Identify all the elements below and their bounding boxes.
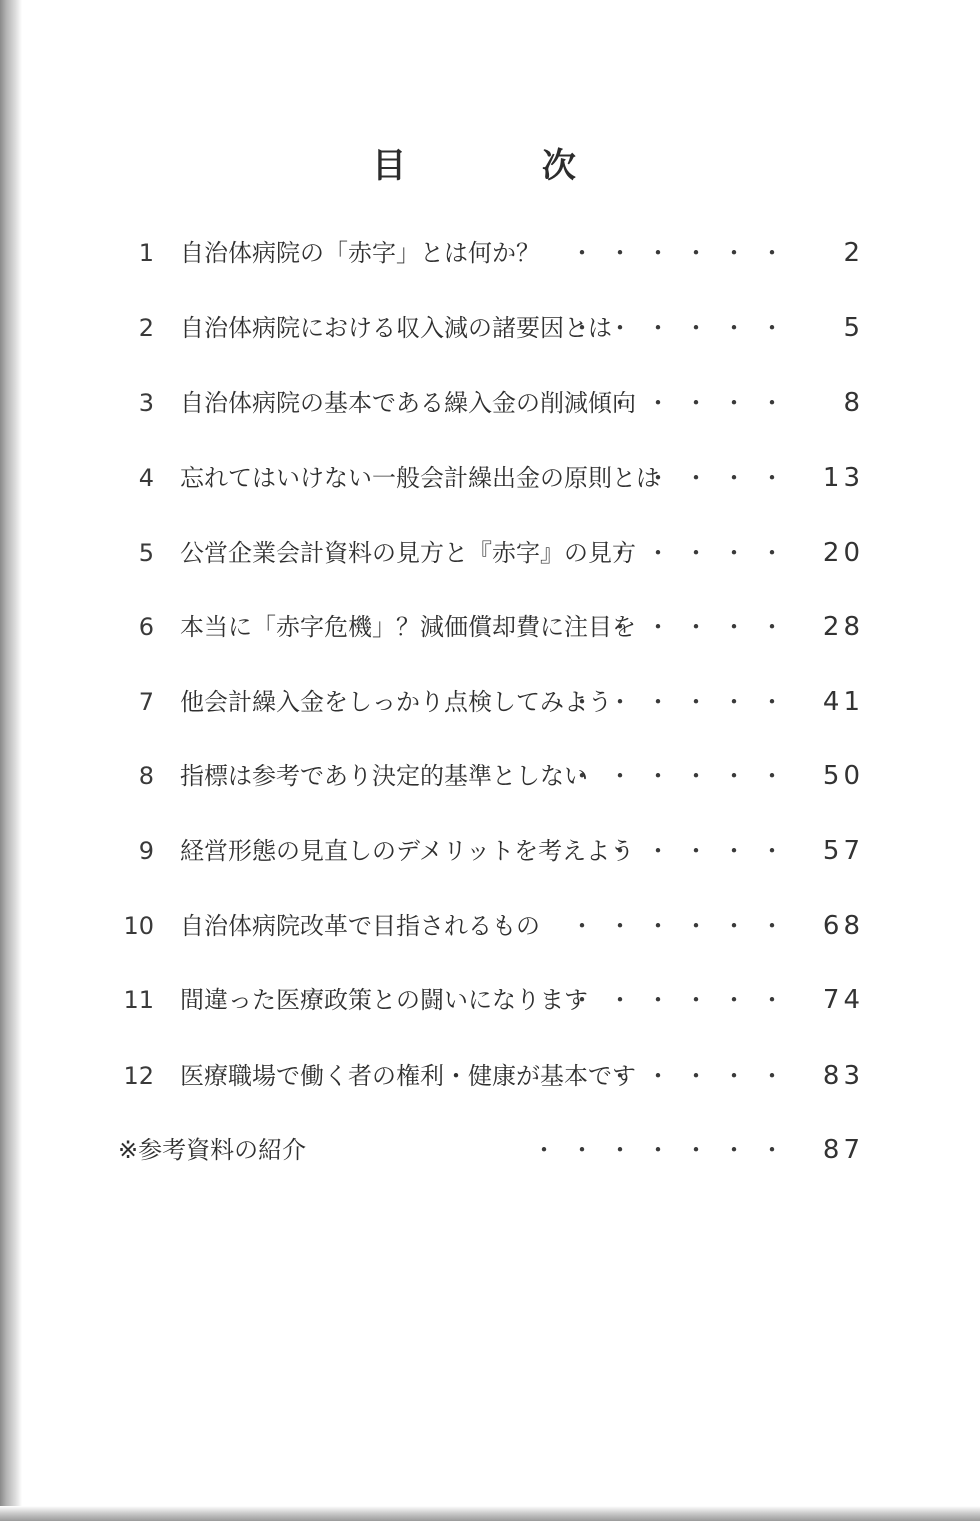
toc-page-number: 68 bbox=[822, 911, 864, 941]
toc-entry-8[interactable] bbox=[0, 756, 980, 796]
toc-page-number: 83 bbox=[822, 1061, 864, 1091]
toc-entry-title: 医療職場で働く者の権利・健康が基本です bbox=[180, 1062, 636, 1090]
toc-entry-title: 他会計繰入金をしっかり点検してみよう bbox=[180, 688, 612, 716]
toc-entry-number: 3 bbox=[138, 389, 154, 417]
toc-leader-dots: ・・・・・・ bbox=[570, 912, 798, 940]
toc-entry-title: 自治体病院における収入減の諸要因とは bbox=[180, 314, 612, 342]
toc-entry-title: 本当に「赤字危機」？減価償却費に注目を bbox=[180, 613, 636, 641]
toc-page-number: 20 bbox=[822, 538, 864, 568]
page-title: 目 次 bbox=[372, 146, 638, 186]
toc-entry-title: 自治体病院の基本である繰入金の削減傾向 bbox=[180, 389, 636, 417]
toc-leader-dots: ・・・・ bbox=[646, 464, 798, 492]
toc-entry-11[interactable] bbox=[0, 980, 980, 1020]
toc-entry-title: 自治体病院改革で目指されるもの bbox=[180, 912, 540, 940]
toc-page-number: 41 bbox=[822, 687, 864, 717]
toc-page-number: 5 bbox=[843, 313, 864, 343]
toc-entry-title: 指標は参考であり決定的基準としない bbox=[180, 762, 588, 790]
toc-entry-12[interactable] bbox=[0, 1056, 980, 1096]
toc-entry-number: 1 bbox=[138, 239, 154, 267]
toc-entry-title: 間違った医療政策との闘いになります bbox=[180, 986, 588, 1014]
toc-page-number: 87 bbox=[822, 1135, 864, 1165]
toc-leader-dots: ・・・・・ bbox=[608, 613, 798, 641]
toc-page-number: 74 bbox=[822, 985, 864, 1015]
toc-entry-4[interactable] bbox=[0, 458, 980, 498]
toc-entry-number: 11 bbox=[123, 986, 154, 1014]
toc-leader-dots: ・・・・・ bbox=[608, 389, 798, 417]
toc-leader-dots: ・・・・・・ bbox=[570, 688, 798, 716]
toc-leader-dots: ・・・・・・・ bbox=[532, 1136, 798, 1164]
toc-entry-title: 経営形態の見直しのデメリットを考えよう bbox=[180, 837, 635, 865]
toc-entry-5[interactable] bbox=[0, 533, 980, 573]
toc-leader-dots: ・・・・・・ bbox=[570, 986, 798, 1014]
toc-entry-number: 6 bbox=[138, 613, 154, 641]
toc-page-number: 8 bbox=[843, 388, 864, 418]
toc-leader-dots: ・・・・・ bbox=[608, 539, 798, 567]
toc-entry-2[interactable] bbox=[0, 308, 980, 348]
toc-leader-dots: ・・・・・・ bbox=[570, 314, 798, 342]
toc-entry-title: 自治体病院の「赤字」とは何か？ bbox=[180, 239, 540, 267]
toc-entry-number: 7 bbox=[138, 688, 154, 716]
toc-entry-3[interactable] bbox=[0, 383, 980, 423]
toc-entry-1[interactable] bbox=[0, 233, 980, 273]
toc-entry-number: 4 bbox=[138, 464, 154, 492]
toc-page-number: 2 bbox=[843, 238, 864, 268]
toc-entry-6[interactable] bbox=[0, 607, 980, 647]
toc-entry-10[interactable] bbox=[0, 906, 980, 946]
toc-leader-dots: ・・・・・ bbox=[608, 837, 798, 865]
toc-entry-title: ※参考資料の紹介 bbox=[118, 1136, 307, 1164]
toc-leader-dots: ・・・・・・ bbox=[570, 762, 798, 790]
toc-entry-title: 公営企業会計資料の見方と『赤字』の見方 bbox=[180, 539, 636, 567]
toc-entry-reference-materials[interactable] bbox=[0, 1130, 980, 1170]
toc-entry-number: 9 bbox=[138, 837, 154, 865]
toc-entry-7[interactable] bbox=[0, 682, 980, 722]
toc-entry-number: 8 bbox=[138, 762, 154, 790]
toc-page-number: 28 bbox=[822, 612, 864, 642]
toc-entry-number: 10 bbox=[123, 912, 154, 940]
toc-entry-number: 2 bbox=[138, 314, 154, 342]
toc-leader-dots: ・・・・・ bbox=[608, 1062, 798, 1090]
toc-leader-dots: ・・・・・・ bbox=[570, 239, 798, 267]
toc-entry-title: 忘れてはいけない一般会計繰出金の原則とは bbox=[180, 464, 660, 492]
toc-page-number: 57 bbox=[822, 836, 864, 866]
toc-entry-number: 12 bbox=[123, 1062, 154, 1090]
toc-entry-9[interactable] bbox=[0, 831, 980, 871]
toc-entry-number: 5 bbox=[138, 539, 154, 567]
toc-page-number: 50 bbox=[822, 761, 864, 791]
toc-page-number: 13 bbox=[822, 463, 864, 493]
